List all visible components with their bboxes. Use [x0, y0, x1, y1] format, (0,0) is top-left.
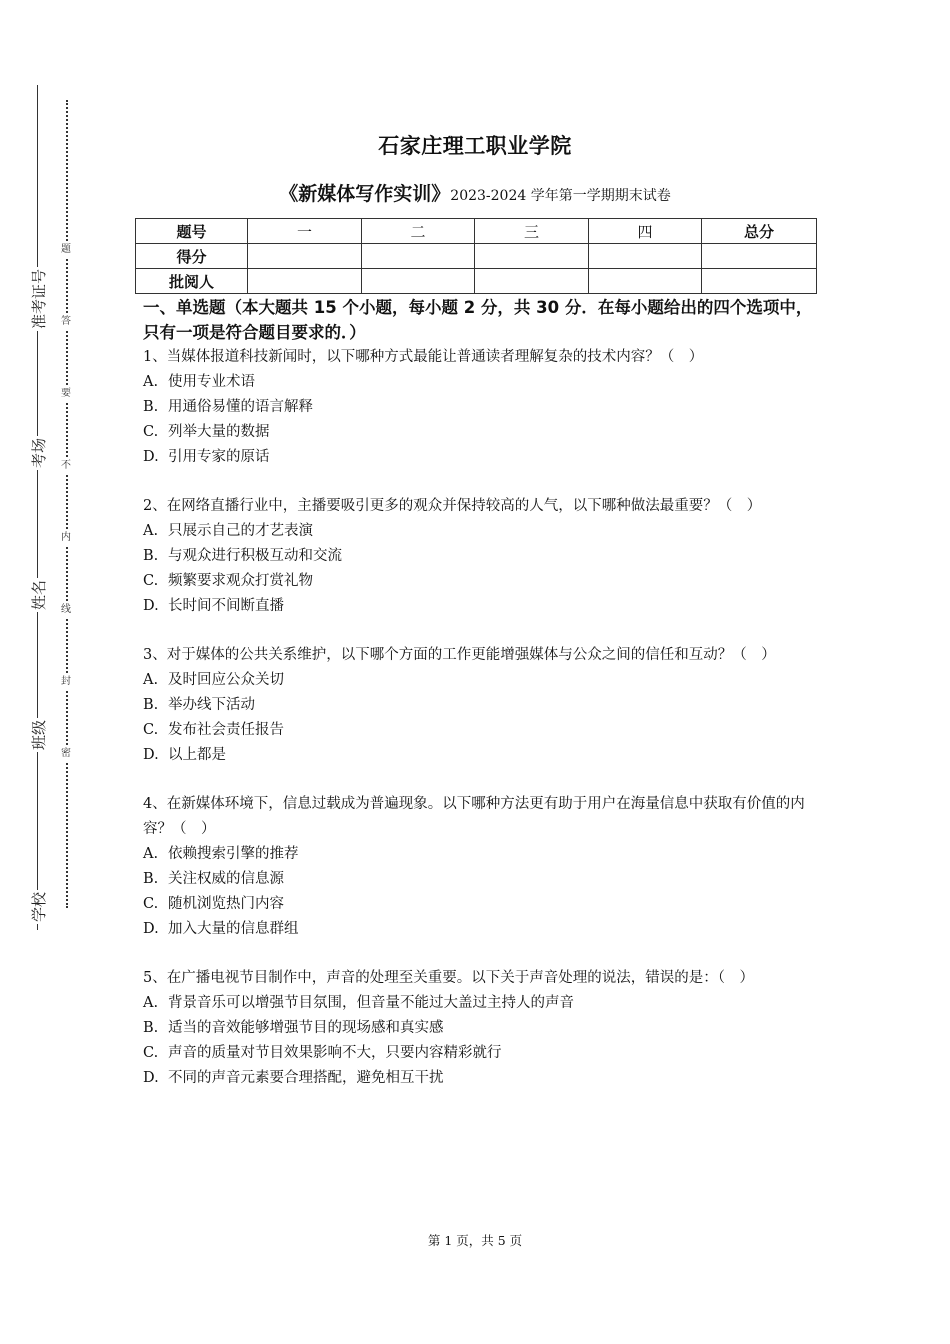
- option-b: [143, 693, 823, 718]
- score-input-cell: [589, 244, 702, 269]
- option-text: 只展示自己的才艺表演: [168, 523, 313, 539]
- term-text: 2023-2024 学年第一学期期末试卷: [450, 188, 671, 204]
- option-text: 随机浏览热门内容: [168, 896, 284, 912]
- option-letter: D.: [143, 1070, 159, 1086]
- option-letter: A.: [143, 672, 159, 688]
- option-text: 以上都是: [168, 747, 226, 763]
- seal-char: 封: [61, 676, 71, 687]
- score-input-cell: [702, 244, 817, 269]
- option-text: 关注权威的信息源: [168, 871, 284, 887]
- score-input-cell: [702, 269, 817, 294]
- page-footer: 第 1 页，共 5 页: [427, 1233, 523, 1248]
- score-cell: 总分: [702, 219, 817, 244]
- option-c: [143, 892, 823, 917]
- option-d: [143, 594, 823, 619]
- score-table-header-row: [136, 219, 817, 244]
- seal-char: 内: [61, 532, 71, 543]
- seal-dotted-line: [66, 100, 68, 908]
- score-input-cell: [248, 244, 362, 269]
- option-b: [143, 395, 823, 420]
- option-a: [143, 991, 823, 1016]
- option-letter: A.: [143, 995, 159, 1011]
- option-c: [143, 1041, 823, 1066]
- seal-char: 不: [61, 460, 71, 471]
- seal-char: 题: [61, 244, 71, 255]
- option-letter: B.: [143, 548, 159, 564]
- option-letter: B.: [143, 399, 159, 415]
- option-text: 列举大量的数据: [168, 424, 270, 440]
- option-letter: D.: [143, 598, 159, 614]
- option-letter: C.: [143, 896, 159, 912]
- score-input-cell: [475, 269, 589, 294]
- seal-char: 答: [61, 316, 71, 327]
- option-text: 与观众进行积极互动和交流: [168, 548, 342, 564]
- exam-subtitle: [0, 179, 950, 206]
- option-text: 使用专业术语: [168, 374, 255, 390]
- option-text: 及时回应公众关切: [168, 672, 284, 688]
- course-title: 《新媒体写作实训》: [279, 183, 451, 205]
- option-d: [143, 917, 823, 942]
- option-text: 加入大量的信息群组: [168, 921, 299, 937]
- option-text: 长时间不间断直播: [168, 598, 284, 614]
- exam-number-label: 准考证号: [30, 268, 48, 329]
- question-text: 5、在广播电视节目制作中，声音的处理至关重要。以下关于声音处理的说法，错误的是：（ ）: [143, 970, 754, 986]
- option-letter: D.: [143, 747, 159, 763]
- option-d: [143, 743, 823, 768]
- score-table-row: [136, 269, 817, 294]
- section-heading: 一、单选题（本大题共 15 个小题，每小题 2 分，共 30 分．在每小题给出的四个选项中，只有一项是符合题目要求的．）: [143, 298, 813, 342]
- option-b: [143, 1016, 823, 1041]
- score-input-cell: [362, 269, 475, 294]
- option-text: 用通俗易懂的语言解释: [168, 399, 313, 415]
- question-5: [143, 966, 823, 1091]
- option-text: 发布社会责任报告: [168, 722, 284, 738]
- option-b: [143, 867, 823, 892]
- option-c: [143, 420, 823, 445]
- exam-room-label: 考场: [30, 437, 48, 468]
- option-b: [143, 544, 823, 569]
- question-1: [143, 345, 823, 470]
- seal-char: 线: [61, 604, 71, 615]
- score-input-cell: [362, 244, 475, 269]
- option-text: 依赖搜索引擎的推荐: [168, 846, 299, 862]
- option-a: [143, 370, 823, 395]
- option-letter: C.: [143, 722, 159, 738]
- option-letter: C.: [143, 424, 159, 440]
- seal-char: 密: [61, 748, 71, 759]
- option-a: [143, 668, 823, 693]
- option-text: 频繁要求观众打赏礼物: [168, 573, 313, 589]
- option-letter: C.: [143, 573, 159, 589]
- score-cell: 二: [362, 219, 475, 244]
- score-input-cell: [248, 269, 362, 294]
- name-label: 姓名: [30, 579, 48, 610]
- school-title: 石家庄理工职业学院: [378, 134, 572, 158]
- question-3: [143, 643, 823, 768]
- option-text: 举办线下活动: [168, 697, 255, 713]
- option-letter: D.: [143, 449, 159, 465]
- score-table-row: [136, 244, 817, 269]
- score-input-cell: [589, 269, 702, 294]
- option-d: [143, 445, 823, 470]
- option-letter: B.: [143, 871, 159, 887]
- option-a: [143, 842, 823, 867]
- question-text: 2、在网络直播行业中，主播要吸引更多的观众并保持较高的人气，以下哪种做法最重要？（ ）: [143, 498, 762, 514]
- option-letter: C.: [143, 1045, 159, 1061]
- question-text: 1、当媒体报道科技新闻时，以下哪种方式最能让普通读者理解复杂的技术内容？（ ）: [143, 349, 704, 365]
- score-cell: 一: [248, 219, 362, 244]
- option-letter: D.: [143, 921, 159, 937]
- question-list: [143, 345, 823, 1115]
- score-cell: 得分: [136, 244, 248, 269]
- question-4: [143, 792, 823, 942]
- option-letter: B.: [143, 697, 159, 713]
- option-letter: A.: [143, 523, 159, 539]
- score-cell: 四: [589, 219, 702, 244]
- score-table: [135, 218, 817, 294]
- option-text: 背景音乐可以增强节目氛围，但音量不能过大盖过主持人的声音: [168, 995, 574, 1011]
- question-2: [143, 494, 823, 619]
- question-text: 3、对于媒体的公共关系维护，以下哪个方面的工作更能增强媒体与公众之间的信任和互动？（ ）: [143, 647, 776, 663]
- option-text: 引用专家的原话: [168, 449, 270, 465]
- score-cell: 三: [475, 219, 589, 244]
- option-text: 不同的声音元素要合理搭配，避免相互干扰: [168, 1070, 444, 1086]
- score-input-cell: [475, 244, 589, 269]
- option-text: 声音的质量对节目效果影响不大，只要内容精彩就行: [168, 1045, 502, 1061]
- option-d: [143, 1066, 823, 1091]
- option-a: [143, 519, 823, 544]
- option-c: [143, 569, 823, 594]
- seal-char: 要: [61, 388, 71, 399]
- option-text: 适当的音效能够增强节目的现场感和真实感: [168, 1020, 444, 1036]
- option-letter: B.: [143, 1020, 159, 1036]
- score-cell: 题号: [136, 219, 248, 244]
- option-c: [143, 718, 823, 743]
- score-cell: 批阅人: [136, 269, 248, 294]
- option-letter: A.: [143, 374, 159, 390]
- option-letter: A.: [143, 846, 159, 862]
- question-text: 4、在新媒体环境下，信息过载成为普遍现象。以下哪种方法更有助于用户在海量信息中获取有价值的内容？（ ）: [143, 796, 805, 837]
- school-label: 学校: [30, 891, 48, 922]
- class-label: 班级: [30, 719, 48, 750]
